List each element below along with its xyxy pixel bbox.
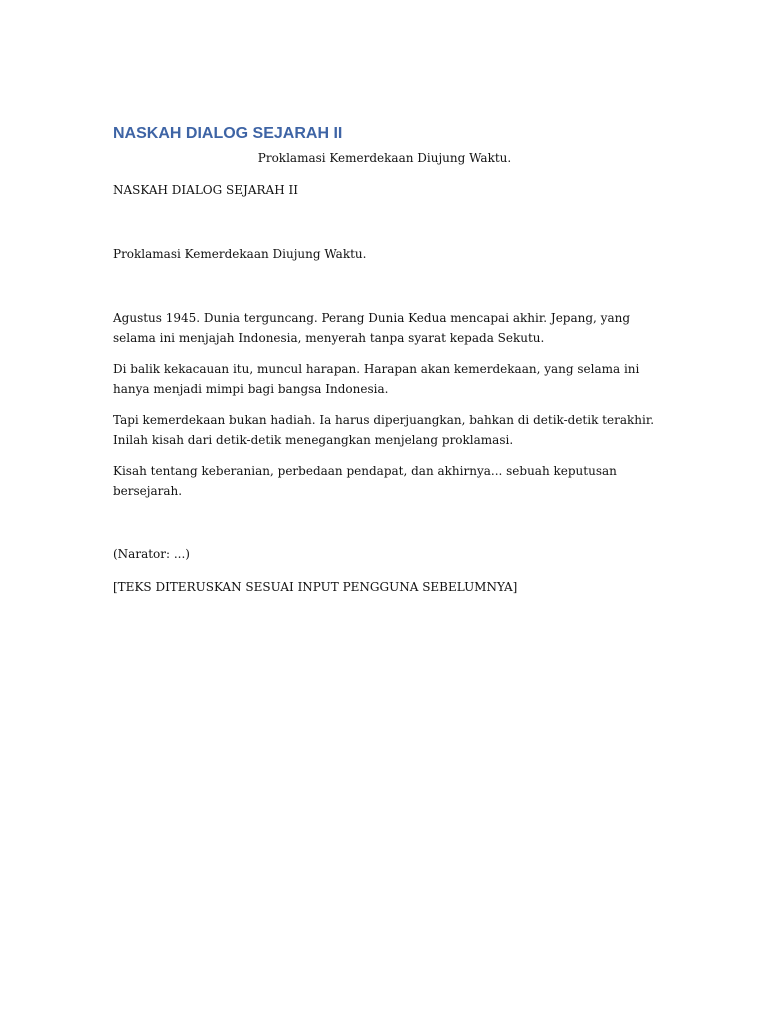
paragraph-subtitle-repeat: Proklamasi Kemerdekaan Diujung Waktu. xyxy=(113,247,367,261)
paragraph-continuation-note: [TEKS DITERUSKAN SESUAI INPUT PENGGUNA SEBELUMNYA] xyxy=(113,580,518,594)
document-heading: NASKAH DIALOG SEJARAH II xyxy=(113,125,343,142)
paragraph-title-repeat: NASKAH DIALOG SEJARAH II xyxy=(113,183,298,197)
document-subtitle: Proklamasi Kemerdekaan Diujung Waktu. xyxy=(257,151,512,165)
paragraph-narrator: (Narator: ...) xyxy=(113,547,190,561)
paragraph-intro: Agustus 1945. Dunia terguncang. Perang Dunia Kedua mencapai akhir. Jepang, yang selama ini menjajah Indonesia, menyerah tanpa syarat kepada Sekutu. xyxy=(113,311,631,345)
paragraph-struggle: Tapi kemerdekaan bukan hadiah. Ia harus diperjuangkan, bahkan di detik-detik terakhir. Inilah kisah dari detik-detik menegangkan menjelang proklamasi. xyxy=(113,413,655,447)
paragraph-story: Kisah tentang keberanian, perbedaan pendapat, dan akhirnya... sebuah keputusan bersejarah. xyxy=(113,464,617,498)
paragraph-hope: Di balik kekacauan itu, muncul harapan. Harapan akan kemerdekaan, yang selama ini hanya menjadi mimpi bagi bangsa Indonesia. xyxy=(113,362,640,396)
